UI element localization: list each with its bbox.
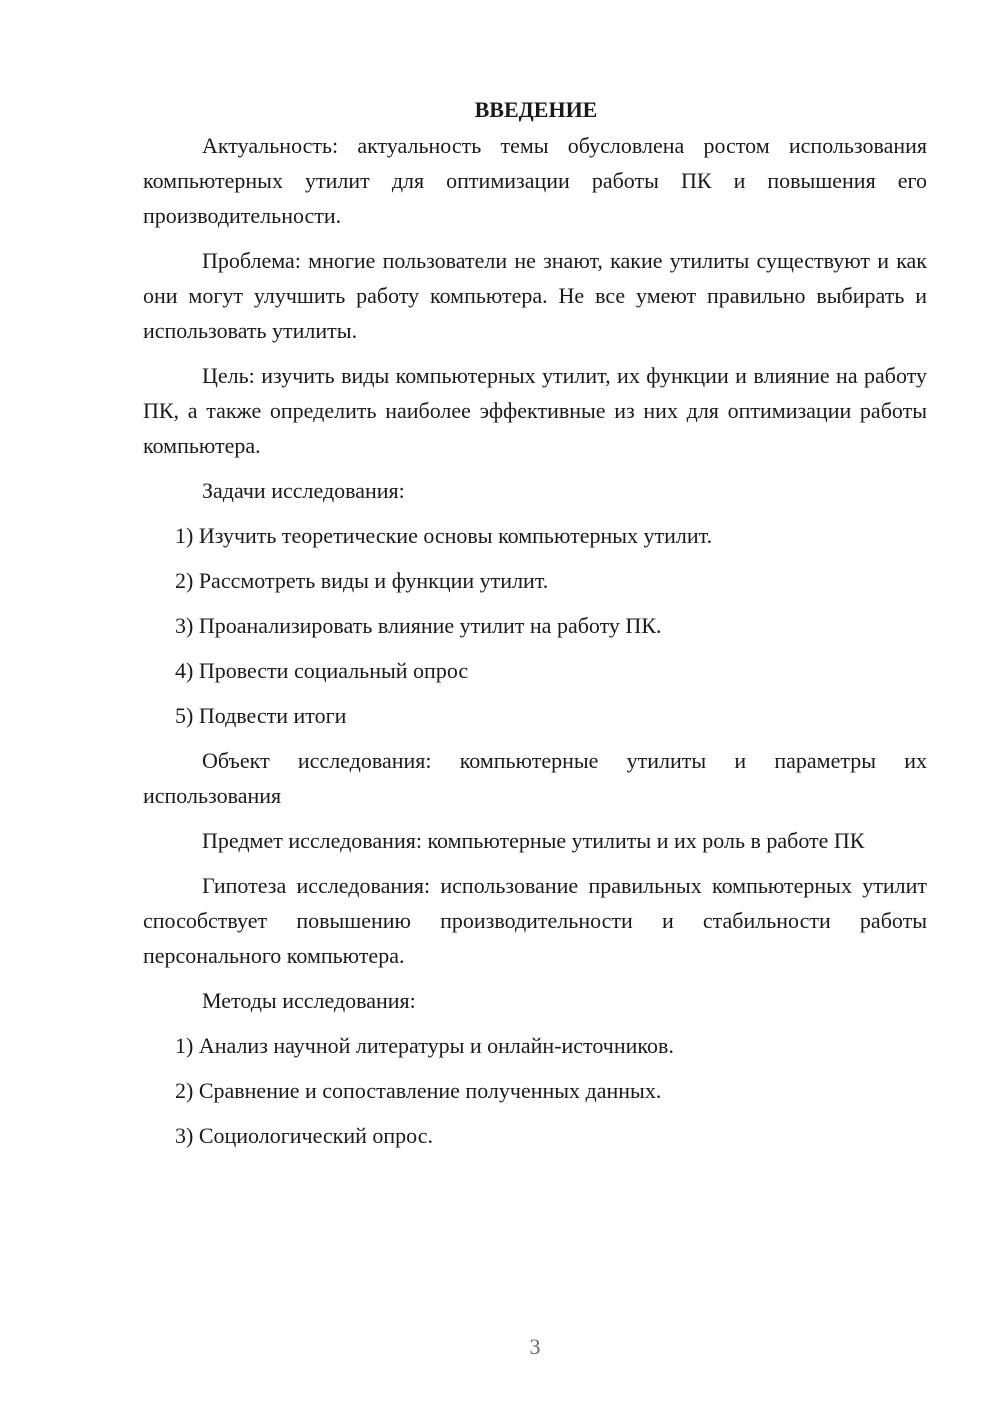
list-item: 2) Сравнение и сопоставление полученных данных. [175,1078,662,1103]
methods-heading: Методы исследования: [202,988,416,1013]
list-item: 3) Социологический опрос. [175,1123,433,1148]
subject-paragraph: Предмет исследования: компьютерные утилиты и их роль в работе ПК [202,828,865,853]
object-paragraph: Объект исследования: компьютерные утилиты и параметры их использования [143,748,927,808]
list-item: 4) Провести социальный опрос [175,658,469,683]
problem-paragraph: Проблема: многие пользователи не знают, какие утилиты существуют и как они могут улучшить работу компьютера. Не все умеют правильно выбирать и использовать утилиты. [143,248,927,343]
list-item: 3) Проанализировать влияние утилит на работу ПК. [175,613,662,638]
page-number: 3 [529,1334,541,1359]
list-item: 1) Анализ научной литературы и онлайн-источников. [175,1033,674,1058]
goal-paragraph: Цель: изучить виды компьютерных утилит, их функции и влияние на работу ПК, а также определить наиболее эффективные из них для оптимизации работы компьютера. [143,363,927,458]
list-item: 1) Изучить теоретические основы компьютерных утилит. [175,523,713,548]
relevance-paragraph: Актуальность: актуальность темы обусловлена ростом использования компьютерных утилит для оптимизации работы ПК и повышения его производительности. [143,133,927,228]
list-item: 5) Подвести итоги [175,703,347,728]
tasks-list [143,518,927,733]
tasks-heading: Задачи исследования: [202,478,405,503]
list-item: 2) Рассмотреть виды и функции утилит. [175,568,549,593]
hypothesis-paragraph: Гипотеза исследования: использование правильных компьютерных утилит способствует повышению производительности и стабильности работы персонального компьютера. [143,873,927,968]
methods-list [143,1028,927,1153]
section-title: ВВЕДЕНИЕ [474,97,598,122]
document-page [143,92,927,1163]
